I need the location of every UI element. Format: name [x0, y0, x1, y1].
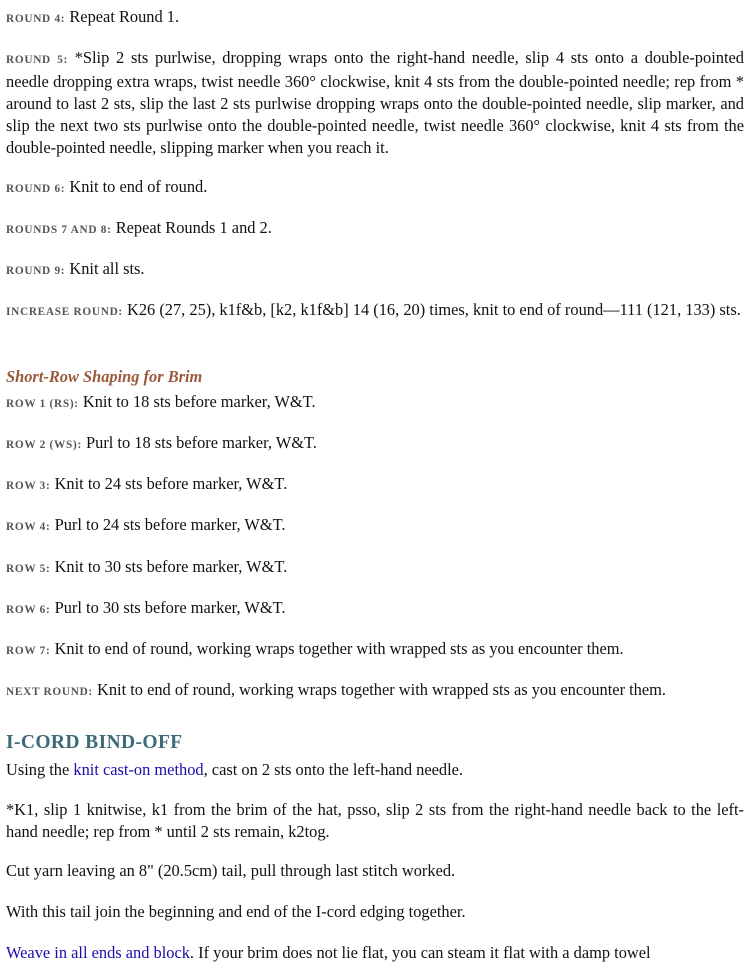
row-1-label: ROW 1 (RS): [6, 398, 79, 410]
row-5-text: Knit to 30 sts before marker, W&T. [54, 557, 288, 576]
round-6-text: Knit to end of round. [69, 177, 208, 196]
icord-paragraph-5 [6, 942, 744, 964]
row-4 [6, 514, 744, 538]
icord-p1-before: Using the [6, 760, 74, 779]
row-1-text: Knit to 18 sts before marker, W&T. [82, 392, 316, 411]
row-3-label: ROW 3: [6, 480, 51, 492]
rounds-7-8-text: Repeat Rounds 1 and 2. [115, 218, 272, 237]
round-6-label: ROUND 6: [6, 183, 66, 195]
row-4-text: Purl to 24 sts before marker, W&T. [54, 515, 286, 534]
knit-cast-on-link[interactable]: knit cast-on method [73, 760, 204, 779]
round-9-label: ROUND 9: [6, 265, 66, 277]
rounds-7-8 [6, 217, 744, 241]
next-round-label: NEXT ROUND: [6, 686, 93, 698]
increase-round-label: INCREASE ROUND: [6, 306, 123, 318]
short-row-heading: Short-Row Shaping for Brim [6, 367, 203, 386]
row-2-text: Purl to 18 sts before marker, W&T. [86, 433, 317, 452]
icord-p5-after: . If your brim does not lie flat, you can steam it flat with a damp towel [189, 943, 651, 962]
icord-paragraph-3: Cut yarn leaving an 8" (20.5cm) tail, pull through last stitch worked. [6, 861, 456, 880]
round-4-text: Repeat Round 1. [69, 7, 180, 26]
round-4-label: ROUND 4: [6, 13, 66, 25]
round-5-label: ROUND 5: [6, 54, 68, 66]
row-6 [6, 597, 744, 621]
row-5-label: ROW 5: [6, 563, 51, 575]
increase-round [6, 299, 744, 323]
round-6 [6, 176, 744, 200]
row-2 [6, 432, 744, 456]
round-9 [6, 258, 744, 282]
row-7-label: ROW 7: [6, 645, 51, 657]
round-4 [6, 6, 744, 30]
row-1 [6, 391, 744, 415]
row-3 [6, 473, 744, 497]
icord-heading: I-CORD BIND-OFF [6, 732, 183, 753]
row-4-label: ROW 4: [6, 521, 51, 533]
row-7 [6, 638, 744, 662]
icord-paragraph-4: With this tail join the beginning and end of the I-cord edging together. [6, 902, 466, 921]
row-2-label: ROW 2 (WS): [6, 439, 82, 451]
icord-p1-after: , cast on 2 sts onto the left-hand needle. [203, 760, 464, 779]
next-round [6, 679, 744, 703]
icord-paragraph-1 [6, 759, 744, 781]
icord-paragraph-2: *K1, slip 1 knitwise, k1 from the brim of the hat, psso, slip 2 sts from the right-hand needle back to the left-hand needle; rep from * until 2 sts remain, k2tog. [6, 800, 744, 841]
row-3-text: Knit to 24 sts before marker, W&T. [54, 474, 288, 493]
row-7-text: Knit to end of round, working wraps together with wrapped sts as you encounter them. [54, 639, 624, 658]
weave-in-ends-link[interactable]: Weave in all ends and block [6, 943, 190, 962]
row-6-label: ROW 6: [6, 604, 51, 616]
row-5 [6, 556, 744, 580]
round-9-text: Knit all sts. [69, 259, 145, 278]
next-round-text: Knit to end of round, working wraps together with wrapped sts as you encounter them. [97, 680, 666, 699]
round-5-text: *Slip 2 sts purlwise, dropping wraps onto the right-hand needle, slip 4 sts onto a double-pointed needle dropping extra wraps, twist needle 360° clockwise, knit 4 sts from the double-pointed needle; rep from * around to last 2 sts, slip the last 2 sts purlwise dropping wraps onto the double-pointed needle, slip marker, and slip the next two sts purlwise onto the double-pointed needle, twist needle 360° clockwise, knit 4 sts from the double-pointed needle, slipping marker when you reach it. [6, 48, 744, 157]
increase-round-text: K26 (27, 25), k1f&b, [k2, k1f&b] 14 (16, 20) times, knit to end of round—111 (121, 133) sts. [127, 300, 741, 319]
row-6-text: Purl to 30 sts before marker, W&T. [54, 598, 286, 617]
rounds-7-8-label: ROUNDS 7 AND 8: [6, 224, 112, 236]
round-5 [6, 47, 744, 159]
